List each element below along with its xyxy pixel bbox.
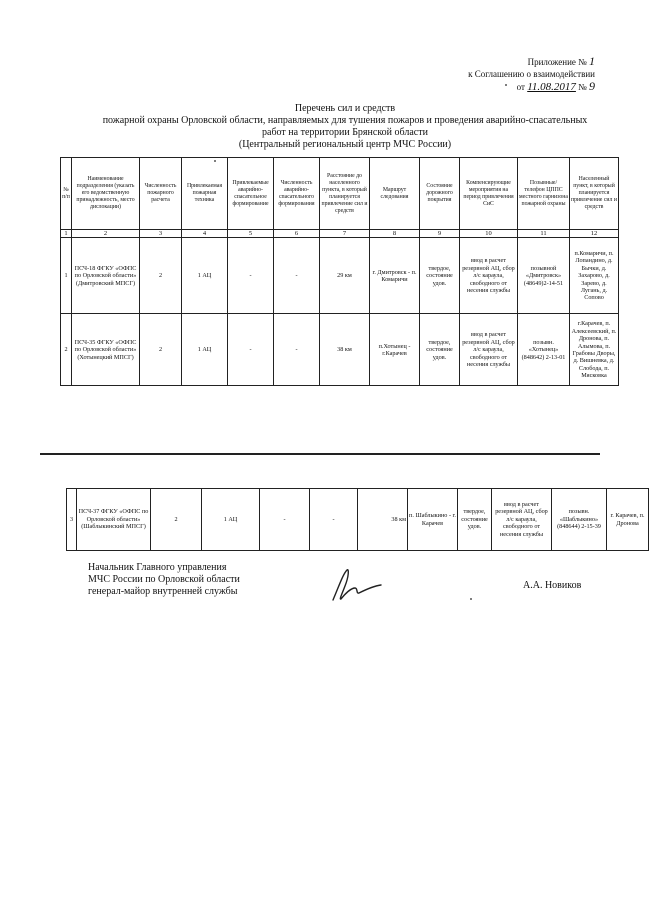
signatory-name: А.А. Новиков (523, 580, 582, 591)
date-value: 11.08.2017 (527, 81, 576, 93)
rescue-unit-cell: - (228, 314, 274, 386)
measures-cell: ввод в расчет резервной АЦ, сбор л/с караула, свободного от несения службы (460, 314, 518, 386)
scan-speck (505, 84, 507, 86)
appendix-number: 1 (589, 54, 595, 68)
rescue-count-cell: - (274, 238, 320, 314)
row-number: 3 (67, 489, 77, 551)
col-number: 9 (420, 230, 460, 238)
distance-cell: 38 км (320, 314, 370, 386)
col-header-2: Наименование подразделения (указать его ведомственную принадлежность, место дислокации) (72, 158, 140, 230)
crew-cell: 2 (140, 314, 182, 386)
col-header-11: Позывные/ телефон ЦППС местного гарнизона пожарной охраны (518, 158, 570, 230)
col-header-9: Состояние дорожного покрытия (420, 158, 460, 230)
date-prefix: от (516, 82, 525, 92)
crew-cell: 2 (140, 238, 182, 314)
table-row (61, 314, 619, 386)
row-number: 2 (61, 314, 72, 386)
callsign-cell: позывн. «Хотынец» (848642) 2-13-01 (518, 314, 570, 386)
number-prefix: № (578, 82, 587, 92)
crew-cell: 2 (151, 489, 202, 551)
scan-speck (470, 598, 472, 600)
col-header-8: Маршрут следования (370, 158, 420, 230)
callsign-cell: позывн. «Шаблыкино» (848644) 2-15-39 (552, 489, 607, 551)
appendix-label: Приложение № (527, 57, 587, 67)
col-header-1: № п/п (61, 158, 72, 230)
row-number: 1 (61, 238, 72, 314)
col-header-12: Населенный пункт, в который планируется привлечение сил и средств (570, 158, 619, 230)
col-header-3: Численность пожарного расчета (140, 158, 182, 230)
scan-speck (214, 160, 216, 162)
agreement-line: к Соглашению о взаимодействии (468, 69, 595, 79)
rescue-unit-cell: - (260, 489, 310, 551)
route-cell: п.Хотынец - г.Карачев (370, 314, 420, 386)
title-line-2: пожарной охраны Орловской области, направляемых для тушения пожаров и проведения аварийно-спасательных (102, 115, 588, 126)
unit-cell: ПСЧ-18 ФГКУ «ОФПС по Орловской области» (Дмитровский МПСГ) (72, 238, 140, 314)
road-cell: твердое, состояние удов. (458, 489, 492, 551)
appendix-header (405, 55, 595, 93)
signature-block (88, 562, 240, 598)
col-number: 11 (518, 230, 570, 238)
forces-table-continued (66, 488, 649, 551)
signature-line-3: генерал-майор внутренней службы (88, 586, 238, 597)
col-number: 12 (570, 230, 619, 238)
route-cell: п. Шаблыкино - г. Карачев (408, 489, 458, 551)
equipment-cell: 1 АЦ (202, 489, 260, 551)
equipment-cell: 1 АЦ (182, 314, 228, 386)
col-number: 4 (182, 230, 228, 238)
col-header-5: Привлекаемые аварийно-спасательное формирование (228, 158, 274, 230)
measures-cell: ввод в расчет резервной АЦ, сбор л/с караула, свободного от несения службы (460, 238, 518, 314)
distance-cell: 29 км (320, 238, 370, 314)
distance-cell: 38 км (358, 489, 408, 551)
title-line-4: (Центральный региональный центр МЧС России) (238, 139, 452, 150)
header-row (61, 158, 619, 230)
road-cell: твердое, состояние удов. (420, 314, 460, 386)
col-number: 7 (320, 230, 370, 238)
page-cut-line (40, 453, 600, 455)
col-number: 3 (140, 230, 182, 238)
rescue-count-cell: - (274, 314, 320, 386)
col-number: 10 (460, 230, 518, 238)
col-header-6: Численность аварийно-спасательного формирования (274, 158, 320, 230)
route-cell: г. Дмитровск - п. Комаричи (370, 238, 420, 314)
title-line-3: работ на территории Брянской области (262, 127, 428, 138)
title-line-1: Перечень сил и средств (294, 103, 396, 114)
col-number: 1 (61, 230, 72, 238)
rescue-unit-cell: - (228, 238, 274, 314)
settlement-cell: г. Карачев, п. Дронова (607, 489, 649, 551)
unit-cell: ПСЧ-35 ФГКУ «ОФПС по Орловской области» (Хотынецкий МПСГ) (72, 314, 140, 386)
settlement-cell: г.Карачев, п. Алексеевский, п. Дронова, п. Алымова, п. Грабовы Дворы, д. Вишневка, д. Слобода, п. Мясковка (570, 314, 619, 386)
col-number: 6 (274, 230, 320, 238)
col-number: 8 (370, 230, 420, 238)
unit-cell: ПСЧ-37 ФГКУ «ОФПС по Орловской области» (Шаблыкинский МПСГ) (77, 489, 151, 551)
date-line (405, 80, 595, 93)
signature-line-2: МЧС России по Орловской области (88, 574, 240, 585)
document-title (102, 103, 588, 151)
column-number-row (61, 230, 619, 238)
road-cell: твердое, состояние удов. (420, 238, 460, 314)
number-value: 9 (589, 79, 595, 93)
appendix-line (405, 55, 595, 68)
callsign-cell: позывной «Дмитровск» (48649)2-14-51 (518, 238, 570, 314)
col-number: 5 (228, 230, 274, 238)
col-number: 2 (72, 230, 140, 238)
table-row (61, 238, 619, 314)
col-header-10: Компенсирующие мероприятия на период привлечения СиС (460, 158, 518, 230)
rescue-count-cell: - (310, 489, 358, 551)
signature-line-1: Начальник Главного управления (88, 562, 227, 573)
forces-table (60, 157, 619, 386)
col-header-4: Привлекаемая пожарная техника (182, 158, 228, 230)
table-row (67, 489, 649, 551)
equipment-cell: 1 АЦ (182, 238, 228, 314)
measures-cell: ввод в расчет резервной АЦ, сбор л/с караула, свободного от несения службы (492, 489, 552, 551)
settlement-cell: п.Комаричи, п. Лопандино, д. Бычки, д. Захарово, д. Зарево, д. Лугань, д. Сопово (570, 238, 619, 314)
col-header-7: Расстояние до населенного пункта, в который планируется привлечение сил и средств (320, 158, 370, 230)
handwritten-signature-icon (325, 566, 385, 606)
